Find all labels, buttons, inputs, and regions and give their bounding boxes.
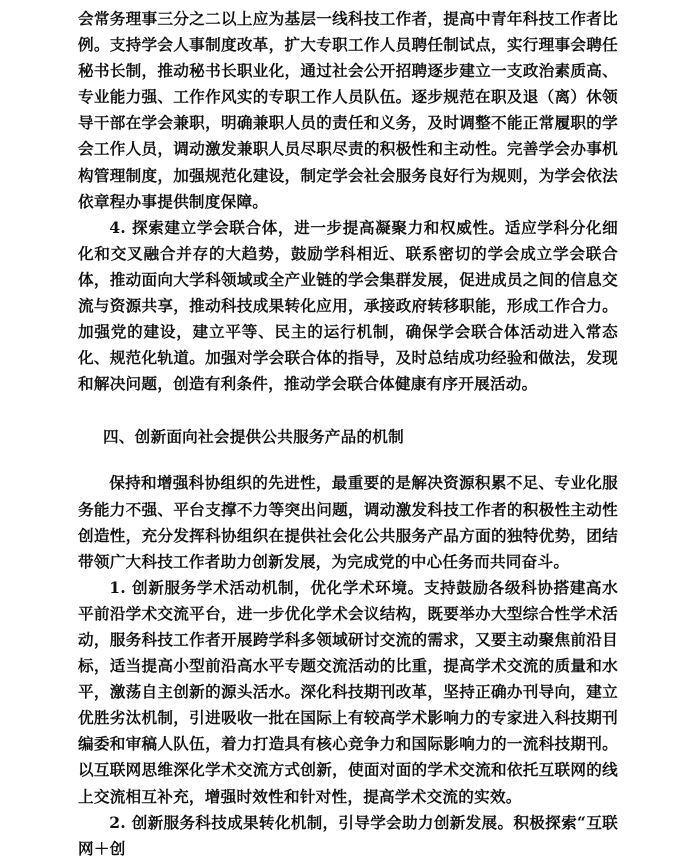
paragraph-lead: 2. 创新服务科技成果转化机制，引导学会助力创新发展。 [109,812,514,832]
paragraph-academic-activity [78,575,618,810]
paragraph-lead: 1. 创新服务学术活动机制，优化学术环境。 [109,577,424,597]
paragraph-body: 积极探索“互联网＋创 [78,812,618,858]
paragraph-section-intro: 保持和增强科协组织的先进性，最重要的是解决资源积累不足、专业化服务能力不强、平台支撑不力等突出问题，调动激发科技工作者的积极性主动性创造性，充分发挥科协组织在提供社会化公共服务产品方面的独特优势，团结带领广大科技工作者助力创新发展，为完成党的中心任务而共同奋斗。 [78,473,618,571]
paragraph-body: 适应学科分化细化和交叉融合并存的大趋势，鼓励学科相近、联系密切的学会成立学会联合体，推动面向大学科领域或全产业链的学会集群发展，促进成员之间的信息交流与资源共享，推动科技成果转化应用，承接政府转移职能，形成工作合力。加强党的建设，建立平等、民主的运行机制，确保学会联合体活动进入常态化、规范化轨道。加强对学会联合体的指导，及时总结成功经验和做法，发现和解决问题，创造有利条件，推动学会联合体健康有序开展活动。 [78,217,618,394]
section-heading: 四、创新面向社会提供公共服务产品的机制 [102,427,404,447]
paragraph-tech-transfer [78,810,618,862]
paragraph-lead: 4. 探索建立学会联合体，进一步提高凝聚力和权威性。 [109,217,505,237]
paragraph-body: 支持鼓励各级科协搭建高水平前沿学术交流平台，进一步优化学术会议结构，既要举办大型综合性学术活动，服务科技工作者开展跨学科多领域研讨交流的需求，又要主动聚焦前沿目标，适当提高小型前沿高水平专题交流活动的比重，提高学术交流的质量和水平，激荡自主创新的源头活水。深化科技期刊改革，坚持正确办刊导向，建立优胜劣汰机制，引进吸收一批在国际上有较高学术影响力的专家进入科技期刊编委和审稿人队伍，着力打造具有核心竞争力和国际影响力的一流科技期刊。以互联网思维深化学术交流方式创新，使面对面的学术交流和依托互联网的线上交流相互补充，增强时效性和针对性，提高学术交流的实效。 [78,577,618,806]
paragraph-society-alliance [78,215,618,398]
paragraph-staff-reform: 会常务理事三分之二以上应为基层一线科技工作者，提高中青年科技工作者比例。支持学会人事制度改革，扩大专职工作人员聘任制试点，实行理事会聘任秘书长制，推动秘书长职业化，通过社会公开招聘逐步建立一支政治素质高、专业能力强、工作作风实的专职工作人员队伍。逐步规范在职及退（离）休领导干部在学会兼职，明确兼职人员的责任和义务，及时调整不能正常履职的学会工作人员，调动激发兼职人员尽职尽责的积极性和主动性。完善学会办事机构管理制度，加强规范化建设，制定学会社会服务良好行为规则，为学会依法依章程办事提供制度保障。 [78,9,618,211]
